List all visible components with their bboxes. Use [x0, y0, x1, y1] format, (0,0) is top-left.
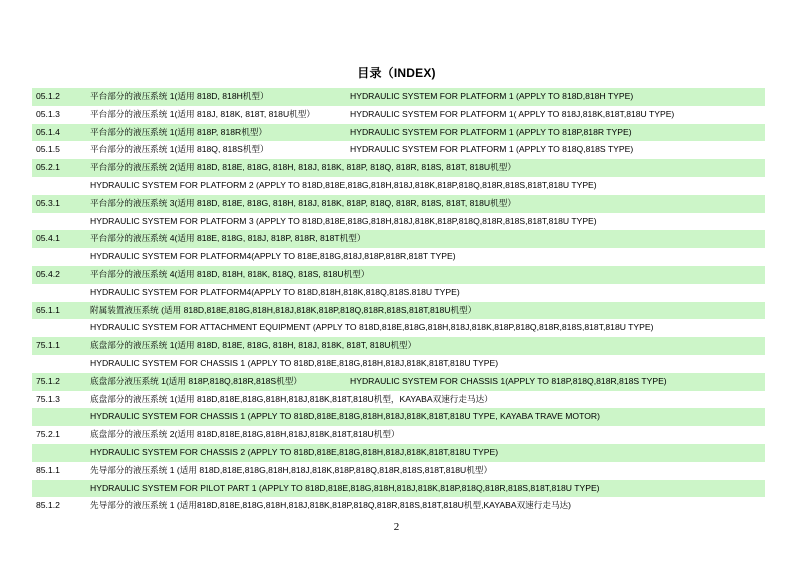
index-row	[32, 284, 765, 302]
index-number: 05.4.1	[36, 233, 60, 244]
index-row	[32, 141, 765, 159]
index-row	[32, 124, 765, 142]
index-row	[32, 319, 765, 337]
index-entry-text: 附属装置液压系统 (适用 818D,818E,818G,818H,818J,818K,818P,818Q,818R,818S,818T,818U机型）	[90, 304, 477, 315]
index-entry-english: HYDRAULIC SYSTEM FOR PLATFORM 1 (APPLY TO 818Q,818S TYPE)	[350, 144, 634, 155]
index-entry-text: HYDRAULIC SYSTEM FOR CHASSIS 1 (APPLY TO 818D,818E,818G,818H,818J,818K,818T,818U TYPE, KAYABA TRAVE MOTOR)	[90, 411, 600, 422]
index-entry-text: HYDRAULIC SYSTEM FOR PLATFORM4(APPLY TO 818E,818G,818J,818P,818R,818T TYPE)	[90, 251, 456, 262]
index-row	[32, 373, 765, 391]
index-number: 05.1.2	[36, 91, 60, 101]
index-entry-text: HYDRAULIC SYSTEM FOR PILOT PART 1 (APPLY TO 818D,818E,818G,818H,818J,818K,818P,818Q,818R,818S,818T,818U TYPE)	[90, 482, 600, 493]
index-entry-english: HYDRAULIC SYSTEM FOR PLATFORM 1( APPLY TO 818J,818K,818T,818U TYPE)	[350, 108, 675, 119]
index-entry-text: HYDRAULIC SYSTEM FOR PLATFORM 3 (APPLY TO 818D,818E,818G,818H,818J,818K,818P,818Q,818R,818S,818T,818U TYPE)	[90, 215, 597, 226]
index-number: 05.2.1	[36, 162, 60, 173]
index-entry-chinese: 平台部分的液压系统 1(适用 818J, 818K, 818T, 818U机型）	[90, 108, 315, 119]
index-entry-text: HYDRAULIC SYSTEM FOR ATTACHMENT EQUIPMENT (APPLY TO 818D,818E,818G,818H,818J,818K,818P,818Q,818R,818S,818T,818U TYPE)	[90, 322, 654, 333]
index-row	[32, 159, 765, 177]
index-entry-text: HYDRAULIC SYSTEM FOR PLATFORM4(APPLY TO 818D,818H,818K,818Q,818S.818U TYPE)	[90, 286, 460, 297]
index-row	[32, 426, 765, 444]
index-row	[32, 266, 765, 284]
index-entry-text: 平台部分的液压系统 4(适用 818E, 818G, 818J, 818P, 818R, 818T机型）	[90, 233, 366, 244]
index-number: 05.1.5	[36, 144, 60, 155]
index-entry-text: 底盘部分的液压系统 1(适用 818D,818E,818G,818H,818J,818K,818T,818U机型，KAYABA双速行走马达）	[90, 393, 493, 404]
index-row	[32, 391, 765, 409]
index-entry-text: HYDRAULIC SYSTEM FOR PLATFORM 2 (APPLY TO 818D,818E,818G,818H,818J,818K,818P,818Q,818R,818S,818T,818U TYPE)	[90, 179, 597, 190]
index-number: 05.3.1	[36, 197, 60, 208]
index-entry-text: 平台部分的液压系统 2(适用 818D, 818E, 818G, 818H, 818J, 818K, 818P, 818Q, 818R, 818S, 818T, 818U机型）	[90, 162, 516, 173]
index-row	[32, 497, 765, 515]
index-row	[32, 462, 765, 480]
index-entry-english: HYDRAULIC SYSTEM FOR CHASSIS 1(APPLY TO 818P,818Q,818R,818S TYPE)	[350, 375, 667, 386]
index-row	[32, 408, 765, 426]
index-row	[32, 337, 765, 355]
index-number: 75.1.3	[36, 393, 60, 404]
index-entry-text: 底盘部分的液压系统 2(适用 818D,818E,818G,818H,818J,818K,818T,818U机型）	[90, 429, 400, 440]
index-entry-text: HYDRAULIC SYSTEM FOR CHASSIS 2 (APPLY TO 818D,818E,818G,818H,818J,818K,818T,818U TYPE)	[90, 446, 499, 457]
page-number: 2	[393, 521, 400, 533]
index-entry-english: HYDRAULIC SYSTEM FOR PLATFORM 1 (APPLY TO 818P,818R TYPE)	[350, 126, 632, 137]
index-entry-text: HYDRAULIC SYSTEM FOR CHASSIS 1 (APPLY TO 818D,818E,818G,818H,818J,818K,818T,818U TYPE)	[90, 357, 499, 368]
index-entry-text: 平台部分的液压系统 4(适用 818D, 818H, 818K, 818Q, 818S, 818U机型）	[90, 268, 370, 279]
index-number: 75.2.1	[36, 429, 60, 440]
index-entry-text: 平台部分的液压系统 3(适用 818D, 818E, 818G, 818H, 818J, 818K, 818P, 818Q, 818R, 818S, 818T, 818U机型）	[90, 197, 516, 208]
index-number: 75.1.1	[36, 340, 60, 351]
index-entry-chinese: 底盘部分液压系统 1(适用 818P,818Q,818R,818S机型）	[90, 375, 302, 386]
index-number: 05.4.2	[36, 268, 60, 279]
index-entry-text: 先导部分的液压系统 1 (适用 818D,818E,818G,818H,818J,818K,818P,818Q,818R,818S,818T,818U机型）	[90, 464, 493, 475]
index-number: 65.1.1	[36, 304, 60, 315]
index-entry-chinese: 平台部分的液压系统 1(适用 818Q, 818S机型）	[90, 144, 269, 155]
index-number: 85.1.2	[36, 500, 60, 511]
index-entry-text: 底盘部分的液压系统 1(适用 818D, 818E, 818G, 818H, 818J, 818K, 818T, 818U机型）	[90, 340, 417, 351]
index-row	[32, 88, 765, 106]
index-list	[32, 88, 765, 515]
index-row	[32, 444, 765, 462]
index-row	[32, 302, 765, 320]
index-number: 05.1.3	[36, 108, 60, 119]
index-entry-english: HYDRAULIC SYSTEM FOR PLATFORM 1 (APPLY TO 818D,818H TYPE)	[350, 91, 634, 101]
index-row	[32, 230, 765, 248]
index-row	[32, 480, 765, 498]
index-row	[32, 177, 765, 195]
index-row	[32, 106, 765, 124]
index-number: 85.1.1	[36, 464, 60, 475]
index-entry-chinese: 平台部分的液压系统 1(适用 818D, 818H机型）	[90, 91, 269, 101]
page-title: 目录（INDEX)	[357, 66, 436, 80]
index-number: 75.1.2	[36, 375, 60, 386]
index-row	[32, 195, 765, 213]
index-row	[32, 355, 765, 373]
index-entry-text: 先导部分的液压系统 1 (适用818D,818E,818G,818H,818J,818K,818P,818Q,818R,818S,818T,818U机型,KAYABA双速行走马达)	[90, 500, 571, 511]
index-row	[32, 213, 765, 231]
index-row	[32, 248, 765, 266]
index-entry-chinese: 平台部分的液压系统 1(适用 818P, 818R机型）	[90, 126, 268, 137]
index-number: 05.1.4	[36, 126, 60, 137]
